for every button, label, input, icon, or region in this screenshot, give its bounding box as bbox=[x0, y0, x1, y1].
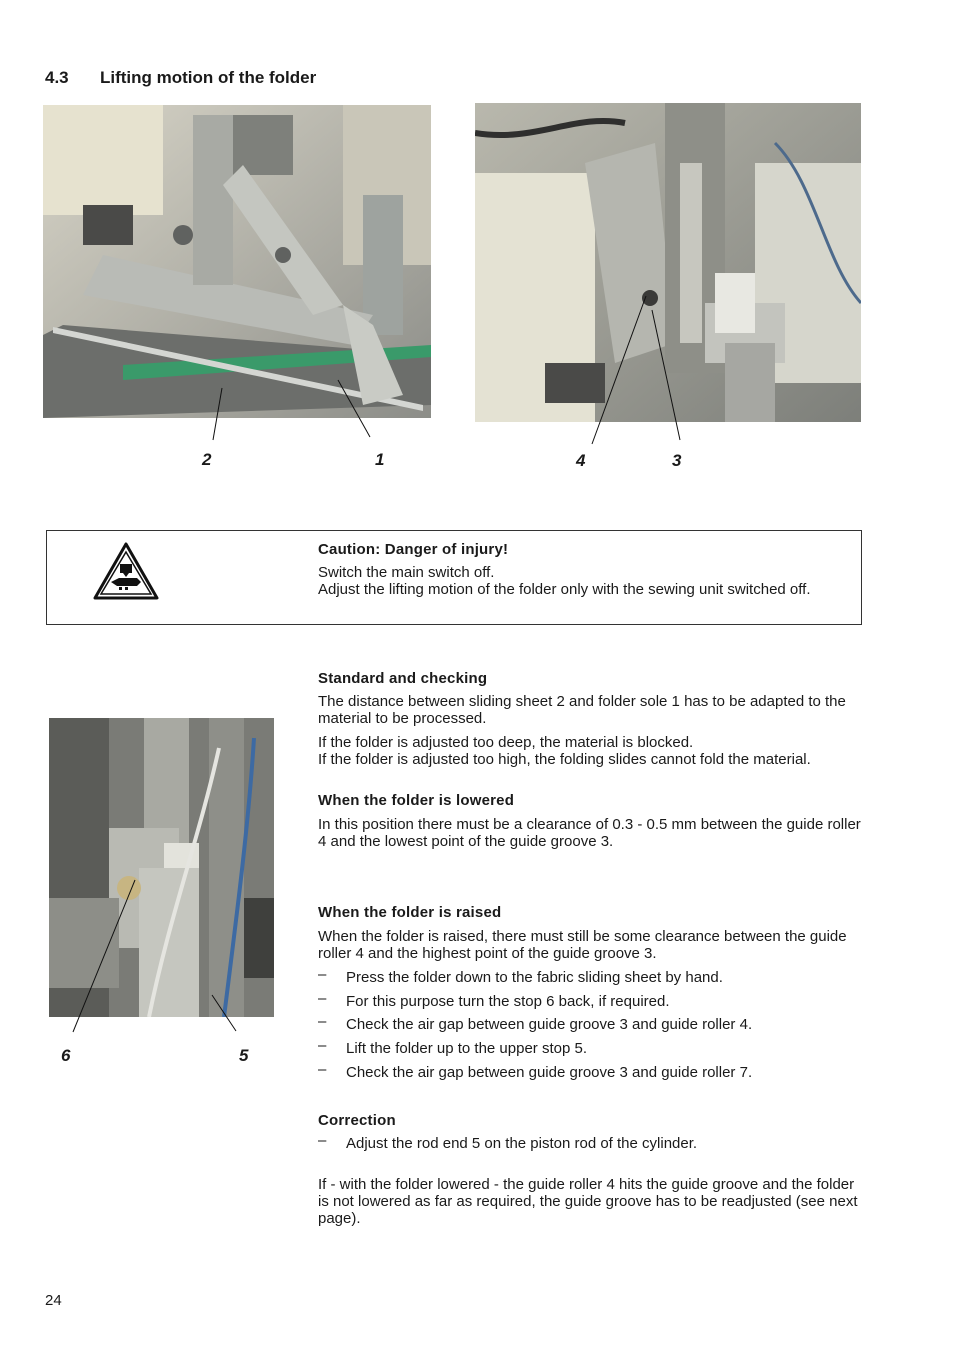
list-dash: – bbox=[318, 966, 327, 983]
list-dash: – bbox=[318, 1061, 327, 1078]
callout-2: 2 bbox=[202, 450, 212, 469]
photo-cylinder-stop bbox=[49, 718, 274, 1017]
list-item-text: Check the air gap between guide groove 3 and guide roller 4. bbox=[346, 1016, 753, 1033]
list-item-text: For this purpose turn the stop 6 back, if required. bbox=[346, 993, 670, 1010]
list-dash: – bbox=[318, 1013, 327, 1030]
callout-4: 4 bbox=[576, 451, 586, 470]
list-item-text: Press the folder down to the fabric sliding sheet by hand. bbox=[346, 969, 723, 986]
photo-folder-overview bbox=[43, 105, 431, 418]
hand-crush-warning-icon bbox=[93, 542, 159, 600]
caution-heading: Caution: Danger of injury! bbox=[318, 541, 509, 558]
list-item-text: Check the air gap between guide groove 3 and guide roller 7. bbox=[346, 1064, 753, 1081]
standard-paragraph-1: The distance between sliding sheet 2 and folder sole 1 has to be adapted to the material to be processed. bbox=[318, 693, 846, 727]
standard-paragraph-2: If the folder is adjusted too deep, the material is blocked. bbox=[318, 734, 694, 751]
standard-paragraph-3: If the folder is adjusted too high, the folding slides cannot fold the material. bbox=[318, 751, 811, 768]
caution-line-1: Switch the main switch off. bbox=[318, 564, 495, 581]
caution-line-2: Adjust the lifting motion of the folder only with the sewing unit switched off. bbox=[318, 581, 811, 598]
list-item-text: Adjust the rod end 5 on the piston rod of the cylinder. bbox=[346, 1135, 698, 1152]
section-number: 4.3 bbox=[45, 68, 69, 87]
standard-heading: Standard and checking bbox=[318, 670, 488, 687]
correction-heading: Correction bbox=[318, 1112, 396, 1129]
callout-5: 5 bbox=[239, 1046, 249, 1065]
section-heading: Lifting motion of the folder bbox=[100, 68, 317, 87]
page-number: 24 bbox=[45, 1292, 62, 1309]
list-dash: – bbox=[318, 990, 327, 1007]
raised-paragraph: When the folder is raised, there must still be some clearance between the guide roller 4 and the highest point of the guide groove 3. bbox=[318, 928, 847, 962]
caution-text bbox=[318, 541, 863, 598]
raised-heading: When the folder is raised bbox=[318, 904, 502, 921]
section-title bbox=[45, 68, 316, 88]
lowered-paragraph: In this position there must be a clearance of 0.3 - 0.5 mm between the guide roller 4 and the lowest point of the guide groove 3. bbox=[318, 816, 861, 850]
lowered-heading: When the folder is lowered bbox=[318, 792, 515, 809]
callout-6: 6 bbox=[61, 1046, 71, 1065]
list-dash: – bbox=[318, 1037, 327, 1054]
list-item-text: Lift the folder up to the upper stop 5. bbox=[346, 1040, 587, 1057]
callout-3: 3 bbox=[672, 451, 682, 470]
correction-paragraph: If - with the folder lowered - the guide roller 4 hits the guide groove and the folder is not lowered as far as required, the guide groove has to be readjusted (see next page). bbox=[318, 1176, 858, 1227]
callout-1: 1 bbox=[375, 450, 385, 469]
list-dash: – bbox=[318, 1132, 327, 1149]
photo-guide-groove bbox=[475, 103, 861, 422]
